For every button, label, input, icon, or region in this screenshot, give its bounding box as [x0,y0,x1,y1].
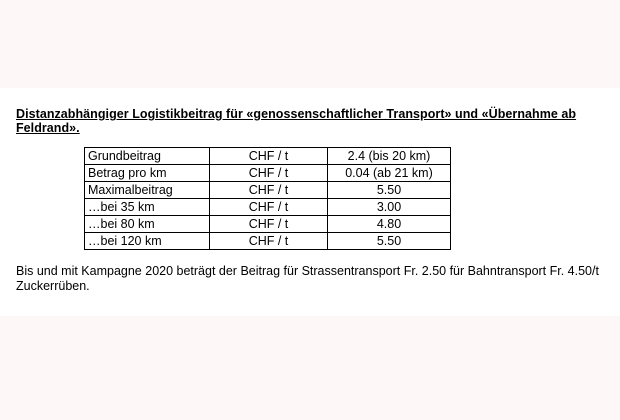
row-value: 4.80 [328,216,451,233]
row-unit: CHF / t [210,182,328,199]
table-row [85,182,451,199]
row-label: …bei 80 km [85,216,210,233]
row-unit: CHF / t [210,148,328,165]
table-row [85,148,451,165]
row-unit: CHF / t [210,216,328,233]
row-value: 2.4 (bis 20 km) [328,148,451,165]
row-unit: CHF / t [210,233,328,250]
table-row [85,165,451,182]
row-label: Betrag pro km [85,165,210,182]
row-value: 0.04 (ab 21 km) [328,165,451,182]
table-row [85,199,451,216]
row-unit: CHF / t [210,199,328,216]
row-value: 5.50 [328,233,451,250]
table-row [85,233,451,250]
row-value: 5.50 [328,182,451,199]
logistics-fee-table [84,147,451,250]
campaign-note: Bis und mit Kampagne 2020 beträgt der Beitrag für Strassentransport Fr. 2.50 für Bahntransport Fr. 4.50/t Zuckerrüben. [16,264,599,293]
table-row [85,216,451,233]
row-unit: CHF / t [210,165,328,182]
document-page [0,88,620,316]
section-heading: Distanzabhängiger Logistikbeitrag für «genossenschaftlicher Transport» und «Übernahme ab Feldrand». [16,107,577,135]
row-label: Maximalbeitrag [85,182,210,199]
row-label: …bei 35 km [85,199,210,216]
row-value: 3.00 [328,199,451,216]
row-label: …bei 120 km [85,233,210,250]
row-label: Grundbeitrag [85,148,210,165]
